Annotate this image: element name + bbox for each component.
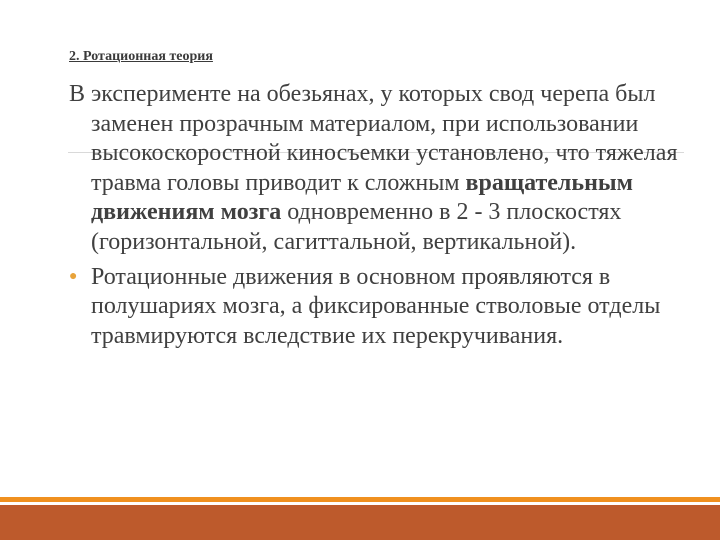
paragraph-experiment — [69, 80, 689, 258]
bullet-item-rotation — [69, 262, 689, 352]
paragraph-emphasis: вращательным движениям мозга — [91, 169, 633, 226]
slide-heading: 2. Ротационная теория — [69, 49, 213, 64]
paragraph-text-continued: одновременно в 2 - 3 плоскостях (горизонтальной, сагиттальной, вертикальной). — [91, 199, 622, 255]
footer-bar — [0, 505, 720, 540]
slide-body — [69, 80, 689, 351]
bullet-item-text: Ротационные движения в основном проявляются в полушариях мозга, а фиксированные стволовые отделы травмируются вследствие их перекручивания. — [91, 263, 661, 349]
paragraph-text: В эксперименте на обезьянах, у которых свод черепа был заменен прозрачным материалом, при использовании высокоскоростной киносъемки установлено, что тяжелая травма головы приводит к сложным — [69, 81, 678, 196]
bullet-dot-icon: ● — [69, 268, 78, 284]
footer-accent-bar — [0, 497, 720, 502]
